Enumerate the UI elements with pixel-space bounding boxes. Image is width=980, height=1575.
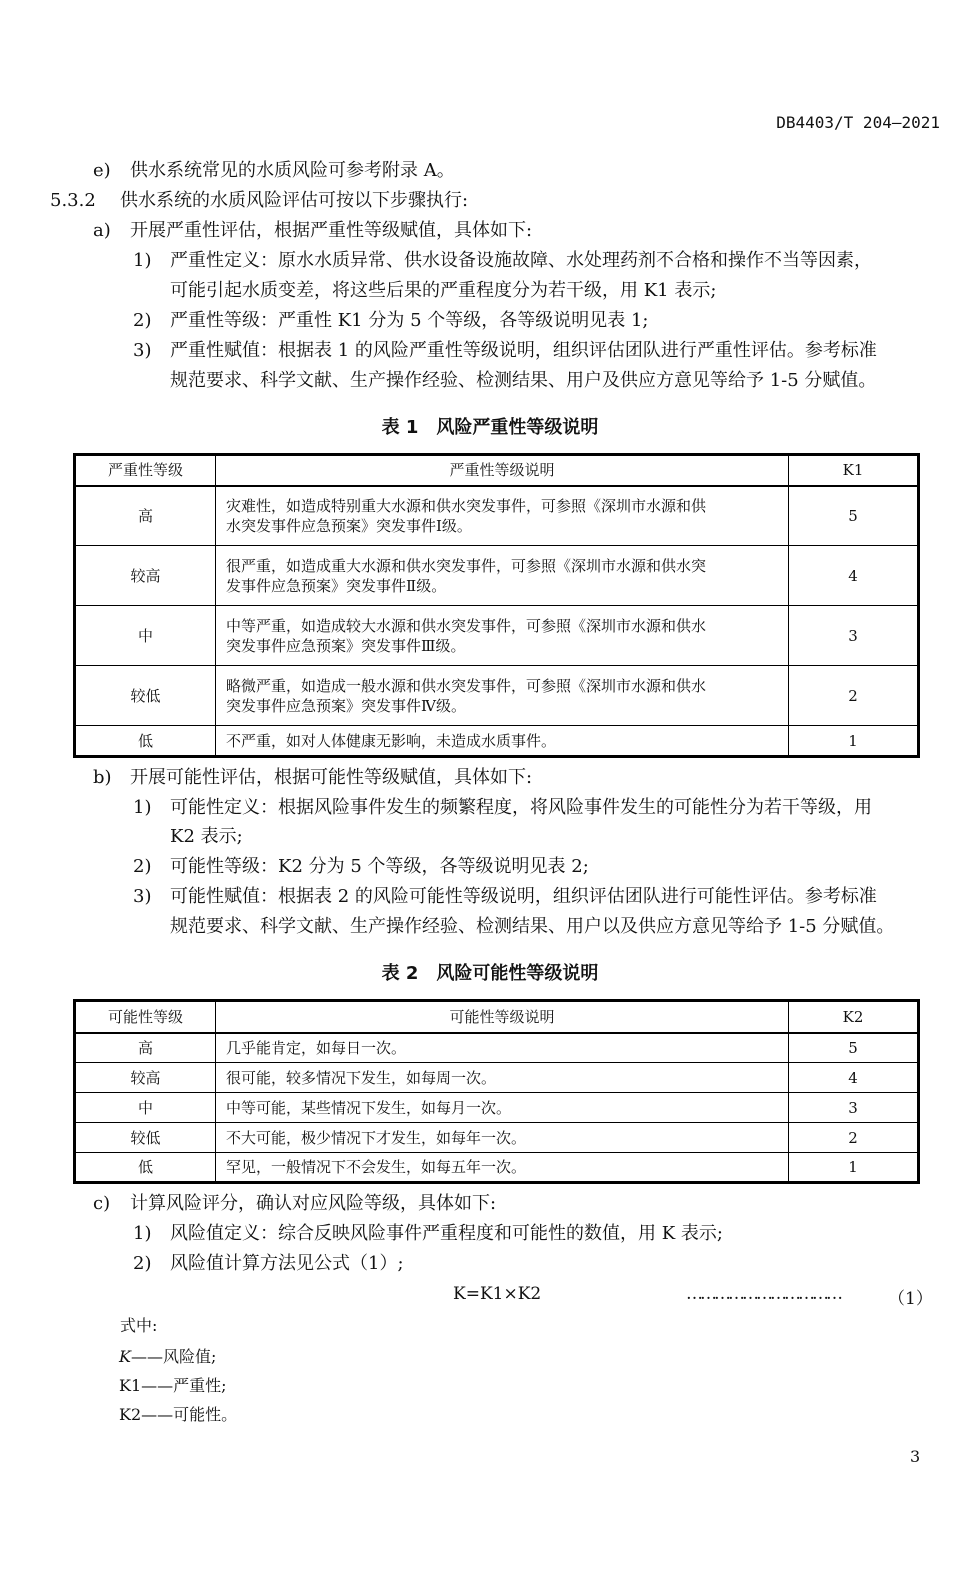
cell-description: 罕见，一般情况下不会发生，如每五年一次。 [216, 1153, 789, 1183]
cell-level: 较高 [75, 546, 216, 606]
cell-k2: 4 [789, 1063, 919, 1093]
cell-level: 低 [75, 726, 216, 757]
cell-description [216, 606, 789, 666]
formula-number: （1） [888, 1289, 933, 1309]
item-b1-marker: 1) [133, 797, 152, 818]
formula-def [119, 1344, 216, 1367]
formula-def [119, 1373, 227, 1396]
description-line: 突发事件应急预案》突发事件Ⅳ级。 [226, 696, 466, 715]
item-a1-line2: 可能引起水质变差，将这些后果的严重程度分为若干级，用 K1 表示; [170, 280, 717, 301]
item-c2-text: 风险值计算方法见公式（1）; [170, 1253, 404, 1274]
cell-description [216, 666, 789, 726]
item-c1-text: 风险值定义：综合反映风险事件严重程度和可能性的数值，用 K 表示; [170, 1223, 723, 1244]
item-e-text: 供水系统常见的水质风险可参考附录 A。 [130, 160, 455, 181]
table-header-row [75, 455, 919, 486]
description-line: 突发事件应急预案》突发事件Ⅲ级。 [226, 636, 466, 655]
cell-k1: 5 [789, 486, 919, 546]
item-a2-marker: 2) [133, 310, 152, 331]
header-cell-k2: K2 [789, 1001, 919, 1033]
cell-k1: 1 [789, 726, 919, 757]
item-a1-marker: 1) [133, 250, 152, 271]
cell-level: 较低 [75, 1123, 216, 1153]
page-number: 3 [910, 1447, 921, 1466]
cell-k2: 1 [789, 1153, 919, 1183]
likelihood-table [73, 999, 920, 1184]
header-cell-k1: K1 [789, 455, 919, 486]
item-b3-marker: 3) [133, 886, 152, 907]
table2-caption: 表 2 风险可能性等级说明 [381, 963, 599, 984]
item-b1-line2: K2 表示; [170, 826, 243, 847]
item-c-marker: c) [93, 1193, 111, 1214]
formula-expression: K=K1×K2 [453, 1284, 542, 1304]
header-cell-description: 严重性等级说明 [216, 455, 789, 486]
item-a3-line1: 严重性赋值：根据表 1 的风险严重性等级说明，组织评估团队进行严重性评估。参考标准 [170, 340, 877, 361]
cell-k1: 3 [789, 606, 919, 666]
item-b1-line1: 可能性定义：根据风险事件发生的频繁程度，将风险事件发生的可能性分为若干等级，用 [170, 797, 872, 818]
item-a2-text: 严重性等级：严重性 K1 分为 5 个等级，各等级说明见表 1; [170, 310, 649, 331]
item-b3-line2: 规范要求、科学文献、生产操作经验、检测结果、用户以及供应方意见等给予 1-5 分赋值。 [170, 916, 895, 937]
item-b2-marker: 2) [133, 856, 152, 877]
table-row [75, 666, 919, 726]
severity-table [73, 453, 920, 758]
item-c-text: 计算风险评分，确认对应风险等级，具体如下: [130, 1193, 497, 1214]
cell-k2: 3 [789, 1093, 919, 1123]
header-cell-level: 严重性等级 [75, 455, 216, 486]
header-cell-description: 可能性等级说明 [216, 1001, 789, 1033]
table-row [75, 1033, 919, 1063]
cell-k2: 5 [789, 1033, 919, 1063]
item-a3-line2: 规范要求、科学文献、生产操作经验、检测结果、用户及供应方意见等给予 1-5 分赋值。 [170, 370, 877, 391]
description-line: 略微严重，如造成一般水源和供水突发事件，可参照《深圳市水源和供水 [226, 676, 707, 695]
cell-description: 很可能，较多情况下发生，如每周一次。 [216, 1063, 789, 1093]
table-row [75, 1063, 919, 1093]
item-b3-line1: 可能性赋值：根据表 2 的风险可能性等级说明，组织评估团队进行可能性评估。参考标准 [170, 886, 877, 907]
cell-description: 不大可能，极少情况下才发生，如每年一次。 [216, 1123, 789, 1153]
def-symbol: K [119, 1347, 131, 1366]
cell-k1: 4 [789, 546, 919, 606]
cell-description: 几乎能肯定，如每日一次。 [216, 1033, 789, 1063]
item-e-marker: e) [93, 160, 111, 181]
def-description: ——严重性; [141, 1376, 227, 1395]
item-c2-marker: 2) [133, 1253, 152, 1274]
description-line: 中等严重，如造成较大水源和供水突发事件，可参照《深圳市水源和供水 [226, 616, 707, 635]
section-5-3-2-number: 5.3.2 [50, 190, 96, 211]
item-c1-marker: 1) [133, 1223, 152, 1244]
item-a-marker: a) [93, 220, 111, 241]
table-row [75, 1093, 919, 1123]
item-b2-text: 可能性等级：K2 分为 5 个等级，各等级说明见表 2; [170, 856, 589, 877]
table-row [75, 486, 919, 546]
table-row [75, 726, 919, 757]
description-line: 很严重，如造成重大水源和供水突发事件，可参照《深圳市水源和供水突 [226, 556, 707, 575]
table-row [75, 1123, 919, 1153]
item-b-marker: b) [93, 767, 112, 788]
document-number: DB4403/T 204—2021 [776, 113, 940, 132]
item-a-text: 开展严重性评估，根据严重性等级赋值，具体如下: [130, 220, 533, 241]
cell-level: 较高 [75, 1063, 216, 1093]
cell-k1: 2 [789, 666, 919, 726]
formula-def [119, 1402, 237, 1425]
def-description: ——风险值; [130, 1347, 217, 1366]
def-symbol: K1 [119, 1376, 142, 1395]
description-line: 灾难性，如造成特别重大水源和供水突发事件，可参照《深圳市水源和供 [226, 496, 707, 515]
cell-description: 中等可能，某些情况下发生，如每月一次。 [216, 1093, 789, 1123]
cell-level: 高 [75, 486, 216, 546]
item-b-text: 开展可能性评估，根据可能性等级赋值，具体如下: [130, 767, 533, 788]
table-row [75, 606, 919, 666]
cell-level: 高 [75, 1033, 216, 1063]
description-line: 水突发事件应急预案》突发事件Ⅰ级。 [226, 516, 472, 535]
cell-k2: 2 [789, 1123, 919, 1153]
header-cell-level: 可能性等级 [75, 1001, 216, 1033]
cell-description [216, 486, 789, 546]
item-a3-marker: 3) [133, 340, 152, 361]
section-5-3-2-text: 供水系统的水质风险评估可按以下步骤执行: [120, 190, 469, 211]
item-a1-line1: 严重性定义：原水水质异常、供水设备设施故障、水处理药剂不合格和操作不当等因素， [170, 250, 872, 271]
cell-description [216, 546, 789, 606]
cell-level: 较低 [75, 666, 216, 726]
def-description: ——可能性。 [141, 1405, 238, 1424]
cell-level: 低 [75, 1153, 216, 1183]
formula-leader: …………………………… [686, 1284, 840, 1304]
table-header-row [75, 1001, 919, 1033]
table-row [75, 546, 919, 606]
cell-level: 中 [75, 1093, 216, 1123]
cell-description: 不严重，如对人体健康无影响，未造成水质事件。 [216, 726, 789, 757]
where-label: 式中: [120, 1316, 158, 1335]
table-row [75, 1153, 919, 1183]
cell-level: 中 [75, 606, 216, 666]
def-symbol: K2 [119, 1405, 142, 1424]
table1-caption: 表 1 风险严重性等级说明 [381, 417, 599, 438]
description-line: 发事件应急预案》突发事件Ⅱ级。 [226, 576, 447, 595]
